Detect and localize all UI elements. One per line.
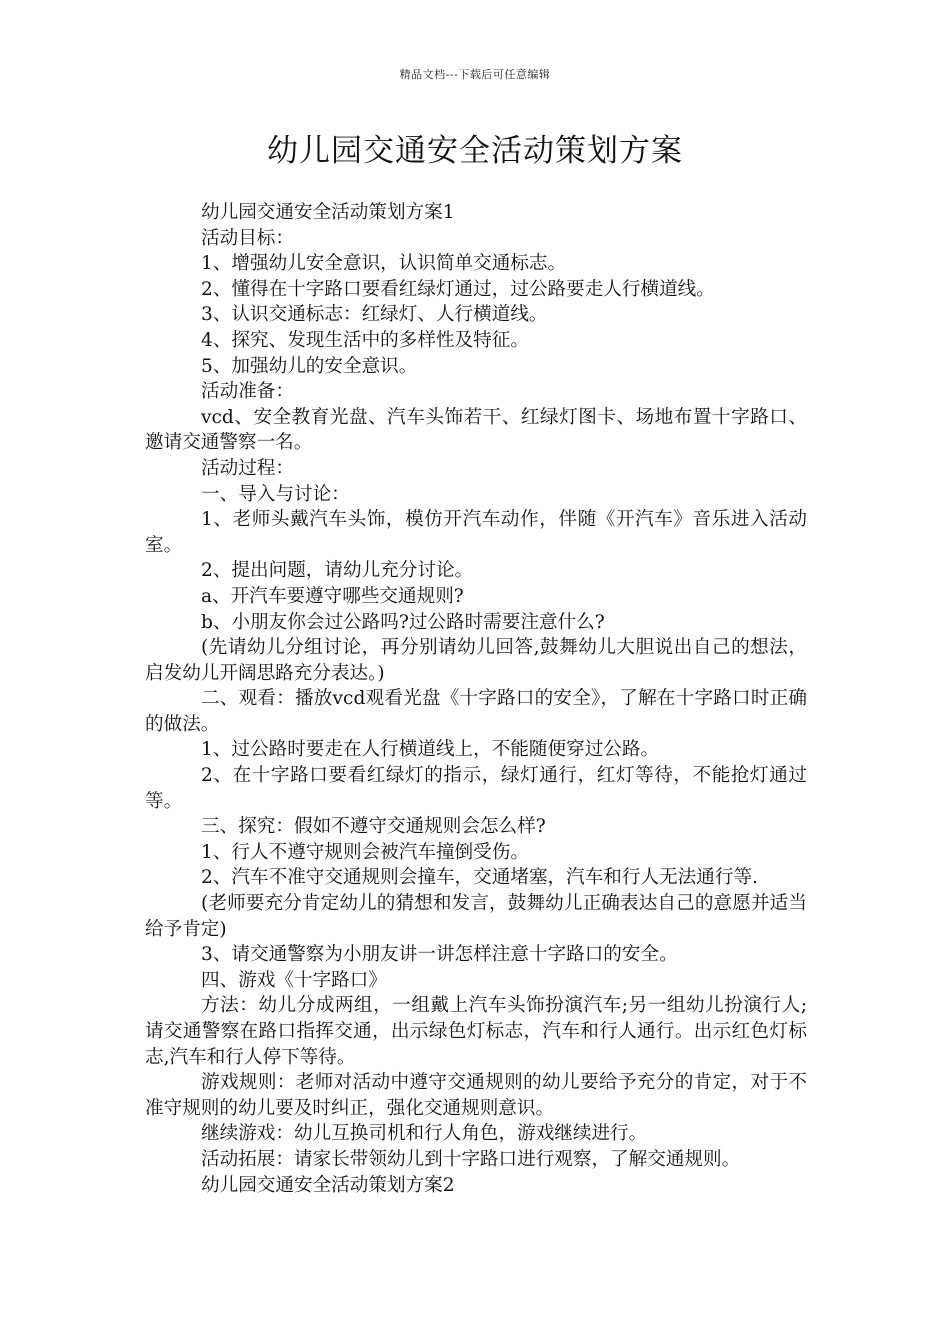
step-heading: 四、游戏《十字路口》	[201, 969, 387, 991]
paragraph: 游戏规则：老师对活动中遵守交通规则的幼儿要给予充分的肯定，对于不准守规则的幼儿要及时纠正，强化交通规则意识。	[145, 1072, 807, 1119]
paragraph: (老师要充分肯定幼儿的猜想和发言，鼓舞幼儿正确表达自己的意愿并适当给予肯定)	[145, 893, 807, 940]
paragraph: 2、汽车不准守交通规则会撞车，交通堵塞，汽车和行人无法通行等.	[201, 867, 758, 889]
paragraph: 3、请交通警察为小朋友讲一讲怎样注意十字路口的安全。	[201, 944, 678, 966]
goal-item: 4、探究、发现生活中的多样性及特征。	[201, 329, 529, 351]
step-heading: 一、导入与讨论：	[201, 483, 350, 505]
goal-item: 5、加强幼儿的安全意识。	[201, 355, 418, 377]
paragraph: a、开汽车要遵守哪些交通规则?	[201, 585, 464, 607]
paragraph: 1、老师头戴汽车头饰，模仿开汽车动作，伴随《开汽车》音乐进入活动室。	[145, 509, 807, 556]
goal-item: 2、懂得在十字路口要看红绿灯通过，过公路要走人行横道线。	[201, 278, 715, 300]
step-heading: 二、观看：播放vcd观看光盘《十字路口的安全》，了解在十字路口时正确的做法。	[145, 688, 807, 735]
goal-item: 1、增强幼儿安全意识，认识简单交通标志。	[201, 253, 567, 275]
step-heading: 三、探究：假如不遵守交通规则会怎么样?	[201, 816, 546, 838]
subheading-preparation: 活动准备：	[201, 381, 294, 403]
document-body	[145, 200, 807, 1198]
paragraph: 方法：幼儿分成两组，一组戴上汽车头饰扮演汽车;另一组幼儿扮演行人;请交通警察在路口指挥交通，出示绿色灯标志，汽车和行人通行。出示红色灯标志,汽车和行人停下等待。	[145, 995, 807, 1068]
paragraph: b、小朋友你会过公路吗?过公路时需要注意什么?	[201, 611, 605, 633]
paragraph: vcd、安全教育光盘、汽车头饰若干、红绿灯图卡、场地布置十字路口、邀请交通警察一名。	[145, 406, 807, 454]
paragraph: 1、行人不遵守规则会被汽车撞倒受伤。	[201, 841, 529, 863]
header-note: 精品文档---下载后可任意编辑	[399, 68, 551, 81]
paragraph: (先请幼儿分组讨论，再分别请幼儿回答,鼓舞幼儿大胆说出自己的想法，启发幼儿开阔思路充分表达。)	[145, 637, 807, 684]
paragraph: 2、在十字路口要看红绿灯的指示，绿灯通行，红灯等待，不能抢灯通过等。	[145, 765, 807, 812]
section-heading: 幼儿园交通安全活动策划方案2	[201, 1174, 455, 1196]
paragraph: 2、提出问题，请幼儿充分讨论。	[201, 560, 474, 582]
document-title: 幼儿园交通安全活动策划方案	[267, 133, 683, 169]
paragraph: 活动拓展：请家长带领幼儿到十字路口进行观察，了解交通规则。	[201, 1148, 741, 1170]
section-heading: 幼儿园交通安全活动策划方案1	[201, 202, 455, 223]
subheading-goals: 活动目标：	[201, 227, 294, 249]
goal-item: 3、认识交通标志：红绿灯、人行横道线。	[201, 304, 548, 326]
paragraph: 1、过公路时要走在人行横道线上，不能随便穿过公路。	[201, 739, 660, 761]
paragraph: 继续游戏：幼儿互换司机和行人角色，游戏继续进行。	[201, 1123, 648, 1145]
subheading-process: 活动过程：	[201, 457, 294, 479]
